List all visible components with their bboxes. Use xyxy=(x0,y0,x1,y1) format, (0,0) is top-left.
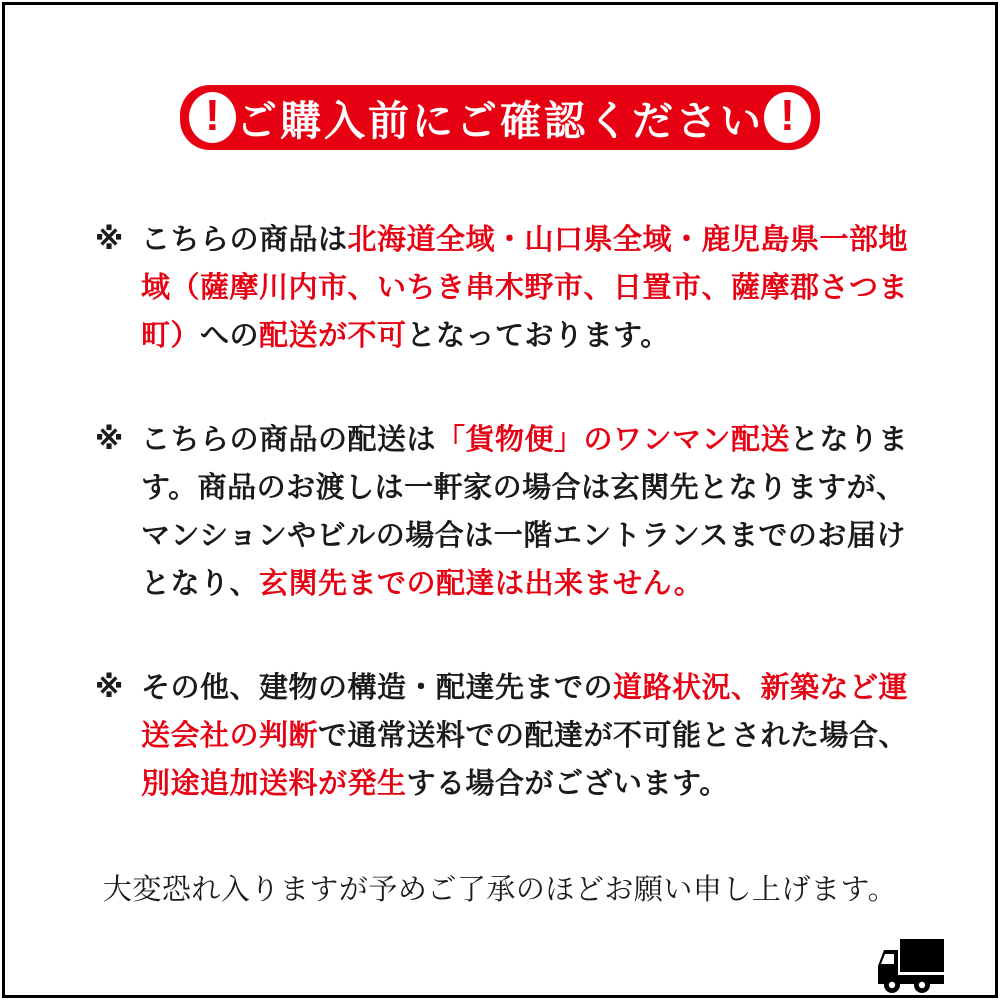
exclamation-icon: ! xyxy=(189,92,236,143)
exclamation-icon: ! xyxy=(764,92,811,143)
text-segment: となります。商品のお渡しは一軒家の場合は玄関先となりますが、マンションやビルの場合は一階エントランスまでのお届けとなり、 xyxy=(141,424,909,600)
text-segment: で通常送料での配達が不可能とされた場合、 xyxy=(318,720,909,752)
truck-icon xyxy=(876,938,948,994)
highlighted-text-segment: 北海道全域・山口県全域・鹿児島県一部地域（薩摩川内市、いちき串木野市、日置市、薩摩郡さつま町） xyxy=(141,224,909,352)
notice-item-delivery-method xyxy=(95,416,911,608)
note-marker: ※ xyxy=(95,424,124,456)
highlighted-text-segment: 配送が不可 xyxy=(259,320,407,352)
notice-text xyxy=(141,664,911,808)
notice-text xyxy=(141,416,911,608)
highlighted-text-segment: 別途追加送料が発生 xyxy=(141,768,407,800)
banner-title: ご購入前にご確認ください xyxy=(236,98,764,144)
highlighted-text-segment: 玄関先までの配達は出来ません。 xyxy=(259,568,704,600)
closing-note: 大変恐れ入りますが予めご了承のほどお願い申し上げます。 xyxy=(102,874,898,906)
notice-list xyxy=(95,216,911,864)
notice-text xyxy=(141,216,911,360)
header-banner xyxy=(180,85,820,150)
highlighted-text-segment: 道路状況、新築など運送会社の判断 xyxy=(141,672,909,752)
notice-item-extra-fee xyxy=(95,664,911,808)
text-segment: こちらの商品の配送は xyxy=(141,424,437,456)
notice-item-shipping-area xyxy=(95,216,911,360)
text-segment: その他、建物の構造・配達先までの xyxy=(141,672,614,704)
text-segment: への xyxy=(200,320,260,352)
text-segment: となっております。 xyxy=(406,320,670,352)
text-segment: こちらの商品は xyxy=(141,224,348,256)
note-marker: ※ xyxy=(95,224,124,256)
note-marker: ※ xyxy=(95,672,124,704)
highlighted-text-segment: 「貨物便」のワンマン配送 xyxy=(436,424,791,456)
text-segment: する場合がございます。 xyxy=(406,768,729,800)
